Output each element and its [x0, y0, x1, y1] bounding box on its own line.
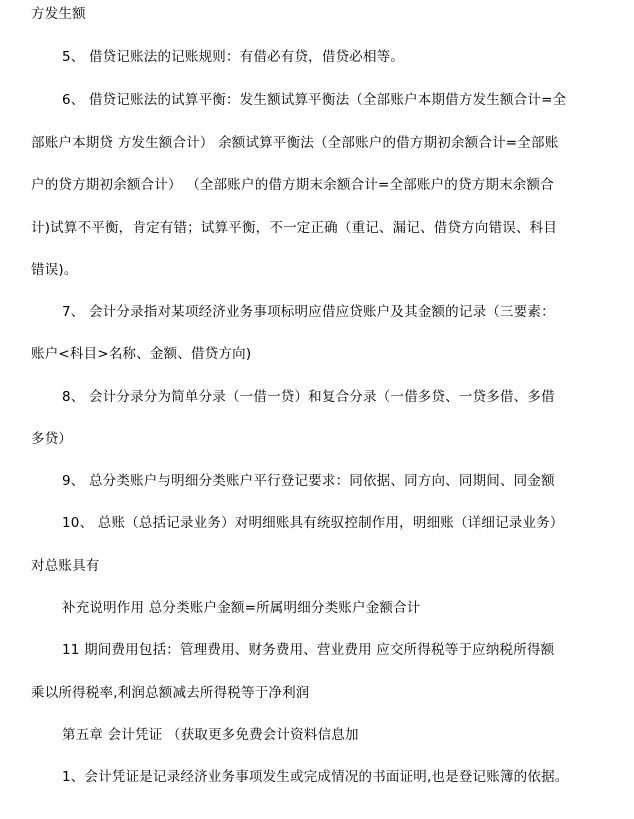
text-line-item-7: 7、 会计分录指对某项经济业务事项标明应借应贷账户及其金额的记录（三要素： [62, 304, 555, 320]
text-line-item-9: 9、 总分类账户与明细分类账户平行登记要求：同依据、同方向、同期间、同金额 [62, 473, 555, 489]
text-line-item-6-cont-2: 户的贷方期初余额合计） （全部账户的借方期末余额合计=全部账户的贷方期末余额合 [31, 177, 554, 193]
text-line-item-7-cont: 账户<科目>名称、金额、借贷方向) [31, 346, 252, 362]
text-line-supplement: 补充说明作用 总分类账户金额=所属明细分类账户金额合计 [62, 600, 421, 616]
text-line-item-10: 10、 总账（总括记录业务）对明细账具有统驭控制作用，明细账（详细记录业务） [62, 515, 564, 531]
text-line-item-11: 11 期间费用包括：管理费用、财务费用、营业费用 应交所得税等于应纳税所得额 [62, 642, 555, 658]
text-line-item-5: 5、 借贷记账法的记账规则：有借必有贷，借贷必相等。 [62, 49, 405, 65]
text-line-item-6: 6、 借贷记账法的试算平衡：发生额试算平衡法（全部账户本期借方发生额合计=全 [62, 92, 567, 108]
text-line-item-11-cont: 乘以所得税率,利润总额减去所得税等于净利润 [31, 685, 310, 701]
text-line-item-6-cont-1: 部账户本期贷 方发生额合计） 余额试算平衡法（全部账户的借方期初余额合计=全部账 [31, 135, 559, 151]
text-line-chapter5-item-1: 1、会计凭证是记录经济业务事项发生或完成情况的书面证明,也是登记账簿的依据。 [62, 769, 569, 785]
text-line-item-6-cont-3: 计)试算不平衡，肯定有错；试算平衡，不一定正确（重记、漏记、借贷方向错误、科目 [31, 220, 558, 236]
text-line-item-8-cont: 多贷） [31, 431, 73, 447]
text-line-continuation: 方发生额 [31, 6, 86, 22]
text-line-item-6-cont-4: 错误)。 [31, 262, 78, 278]
text-line-item-8: 8、 会计分录分为简单分录（一借一贷）和复合分录（一借多贷、一贷多借、多借 [62, 389, 555, 405]
text-line-item-10-cont: 对总账具有 [31, 558, 100, 574]
chapter-heading: 第五章 会计凭证 （获取更多免费会计资料信息加 [62, 727, 359, 743]
